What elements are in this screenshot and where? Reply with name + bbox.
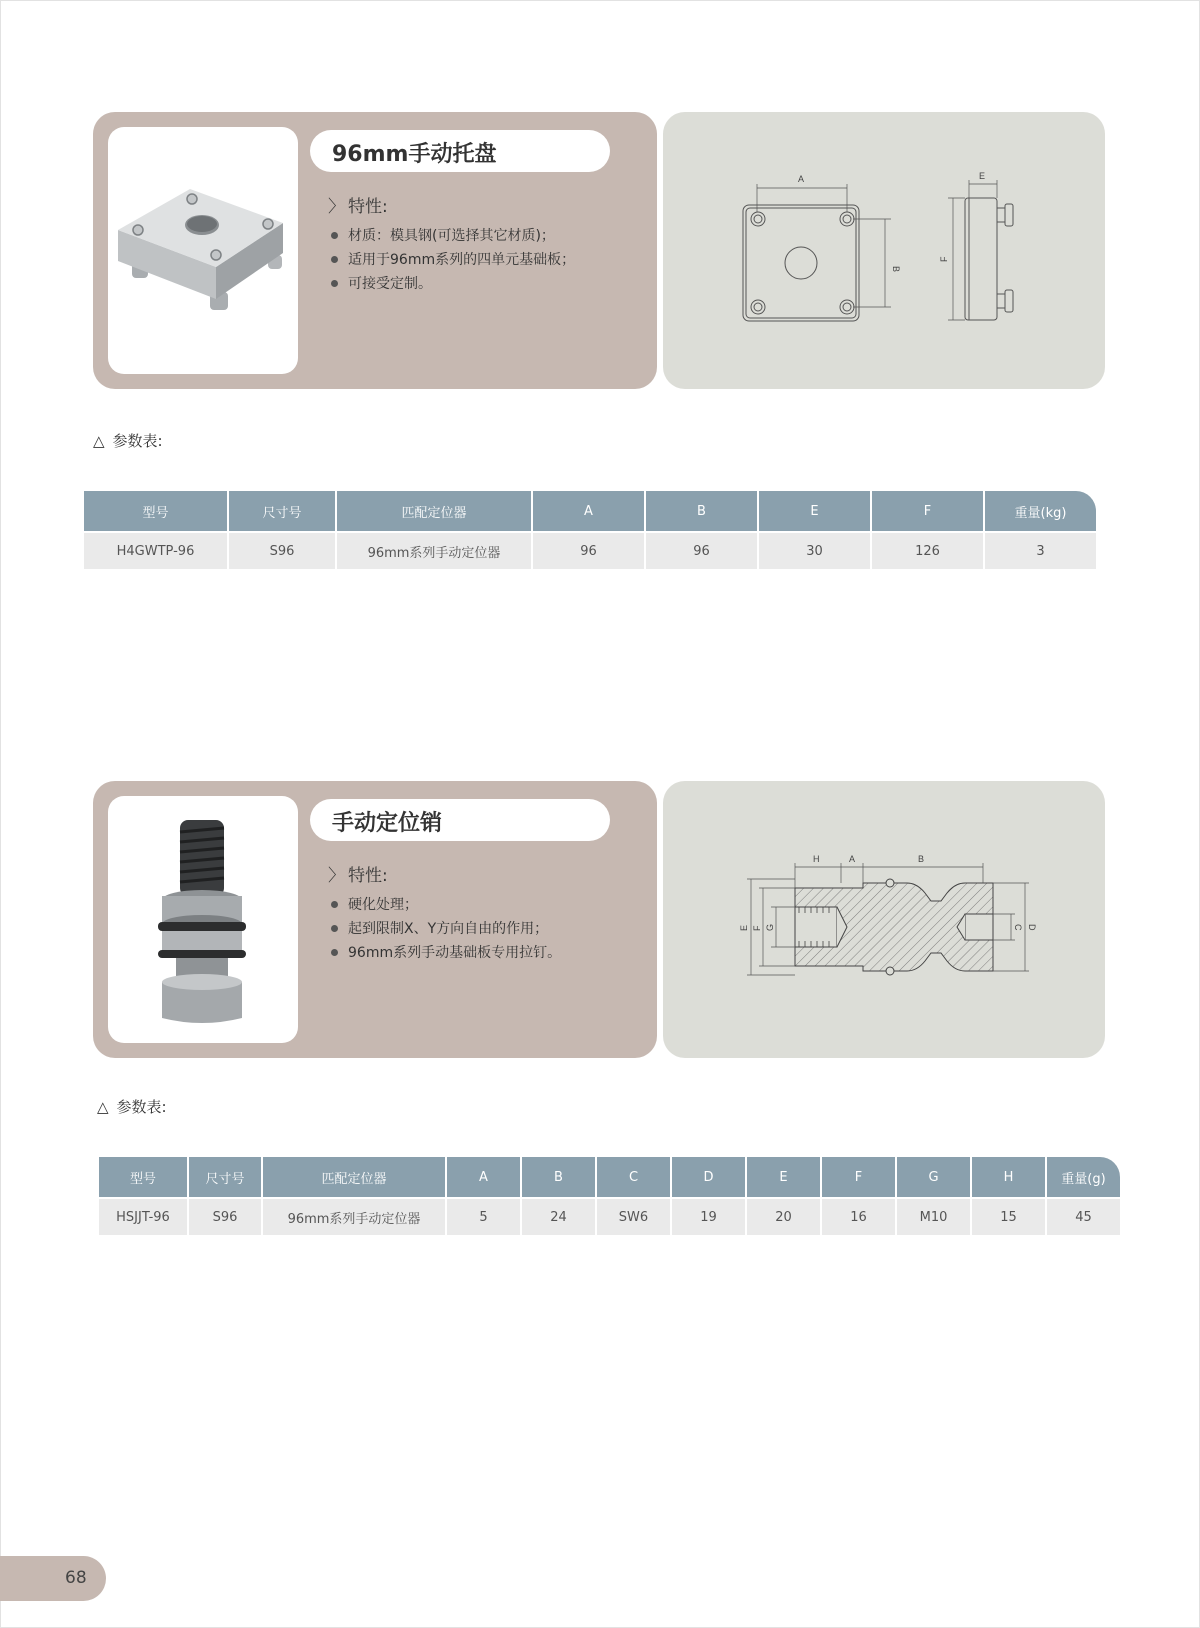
table-cell: 3: [985, 531, 1096, 569]
technical-drawing-panel: [663, 781, 1105, 1058]
table-row: [84, 531, 1096, 569]
features-heading-label: 特性:: [348, 866, 388, 886]
table-header: 型号: [84, 491, 227, 531]
table-header: D: [672, 1157, 745, 1197]
feature-item: [331, 941, 561, 965]
table-cell: S96: [189, 1197, 261, 1235]
features-list: [331, 893, 561, 965]
table-cell: H4GWTP-96: [84, 531, 227, 569]
spec-table: [82, 491, 1098, 569]
table-header: B: [522, 1157, 595, 1197]
features-heading: [328, 192, 388, 217]
product-photo: [108, 127, 298, 374]
table-cell: 19: [672, 1197, 745, 1235]
dimension-label-f: F: [939, 256, 949, 262]
table-row: [99, 1197, 1120, 1235]
table-header: F: [822, 1157, 895, 1197]
table-cell: 96: [646, 531, 757, 569]
feature-text: 起到限制X、Y方向自由的作用；: [348, 921, 549, 937]
bullet-icon: [331, 949, 338, 956]
params-heading-label: 参数表:: [116, 1098, 167, 1116]
params-heading-label: 参数表:: [112, 432, 163, 450]
spec-table: [97, 1157, 1122, 1235]
dimension-label-a: A: [849, 854, 856, 864]
table-header: B: [646, 491, 757, 531]
table-cell: S96: [229, 531, 335, 569]
params-heading: [97, 1096, 167, 1117]
info-panel: [93, 781, 657, 1058]
table-header: 重量(g): [1047, 1157, 1120, 1197]
dimension-label-b: B: [891, 266, 901, 273]
technical-drawing-panel: [663, 112, 1105, 389]
dimension-label-f: F: [752, 925, 762, 931]
table-header: E: [747, 1157, 820, 1197]
triangle-icon: △: [97, 1098, 109, 1116]
page-number-tab: [0, 1556, 106, 1601]
dimension-label-b: B: [918, 854, 925, 864]
table-cell: 96mm系列手动定位器: [263, 1197, 445, 1235]
product-card-locating-pin: [93, 781, 1105, 1058]
feature-text: 硬化处理；: [348, 897, 418, 913]
table-cell: 126: [872, 531, 983, 569]
table-header: 尺寸号: [189, 1157, 261, 1197]
technical-drawing: [663, 112, 1105, 389]
technical-drawing: [663, 781, 1105, 1058]
table-header-row: [99, 1157, 1120, 1197]
table-cell: 45: [1047, 1197, 1120, 1235]
dimension-label-d: D: [1027, 924, 1037, 931]
table-header: F: [872, 491, 983, 531]
dimension-label-h: H: [813, 854, 820, 864]
table-cell: 16: [822, 1197, 895, 1235]
table-cell: 96mm系列手动定位器: [337, 531, 531, 569]
bullet-icon: [331, 232, 338, 239]
params-heading: [93, 430, 163, 451]
table-header: G: [897, 1157, 970, 1197]
info-panel: [93, 112, 657, 389]
product-title-pill: [310, 130, 610, 172]
table-cell: 24: [522, 1197, 595, 1235]
feature-item: [331, 272, 575, 296]
table-header: 匹配定位器: [263, 1157, 445, 1197]
feature-text: 适用于96mm系列的四单元基础板；: [348, 252, 576, 268]
table-cell: 5: [447, 1197, 520, 1235]
table-header: 重量(kg): [985, 491, 1096, 531]
feature-item: [331, 893, 561, 917]
table-header: 型号: [99, 1157, 187, 1197]
chevron-right-icon: 〉: [328, 197, 345, 217]
table-cell: M10: [897, 1197, 970, 1235]
dimension-label-e: E: [979, 171, 986, 181]
table-header: A: [447, 1157, 520, 1197]
triangle-icon: △: [93, 432, 105, 450]
table-cell: HSJJT-96: [99, 1197, 187, 1235]
bullet-icon: [331, 901, 338, 908]
features-heading: [328, 861, 388, 886]
feature-text: 可接受定制。: [348, 276, 432, 292]
product-title: 96mm手动托盘: [332, 142, 497, 167]
product-title-pill: [310, 799, 610, 841]
dimension-label-a: A: [798, 174, 805, 184]
feature-text: 96mm系列手动基础板专用拉钉。: [348, 945, 562, 961]
table-header: 尺寸号: [229, 491, 335, 531]
table-cell: 30: [759, 531, 870, 569]
product-title: 手动定位销: [332, 811, 443, 836]
feature-item: [331, 917, 561, 941]
bullet-icon: [331, 925, 338, 932]
product-card-pallet: [93, 112, 1105, 389]
features-list: [331, 224, 575, 296]
dimension-label-c: C: [1013, 924, 1023, 931]
feature-item: [331, 248, 575, 272]
features-heading-label: 特性:: [348, 197, 388, 217]
dimension-label-e: E: [739, 924, 749, 931]
table-header: H: [972, 1157, 1045, 1197]
table-header: 匹配定位器: [337, 491, 531, 531]
table-cell: SW6: [597, 1197, 670, 1235]
table-header: E: [759, 491, 870, 531]
chevron-right-icon: 〉: [328, 866, 345, 886]
bullet-icon: [331, 256, 338, 263]
table-header-row: [84, 491, 1096, 531]
product-photo: [108, 796, 298, 1043]
bullet-icon: [331, 280, 338, 287]
table-header: A: [533, 491, 644, 531]
feature-text: 材质：模具钢(可选择其它材质)；: [348, 228, 555, 244]
page-number: 68: [65, 1568, 87, 1588]
table-header: C: [597, 1157, 670, 1197]
feature-item: [331, 224, 575, 248]
table-cell: 20: [747, 1197, 820, 1235]
table-cell: 15: [972, 1197, 1045, 1235]
dimension-label-g: G: [765, 923, 775, 931]
table-cell: 96: [533, 531, 644, 569]
